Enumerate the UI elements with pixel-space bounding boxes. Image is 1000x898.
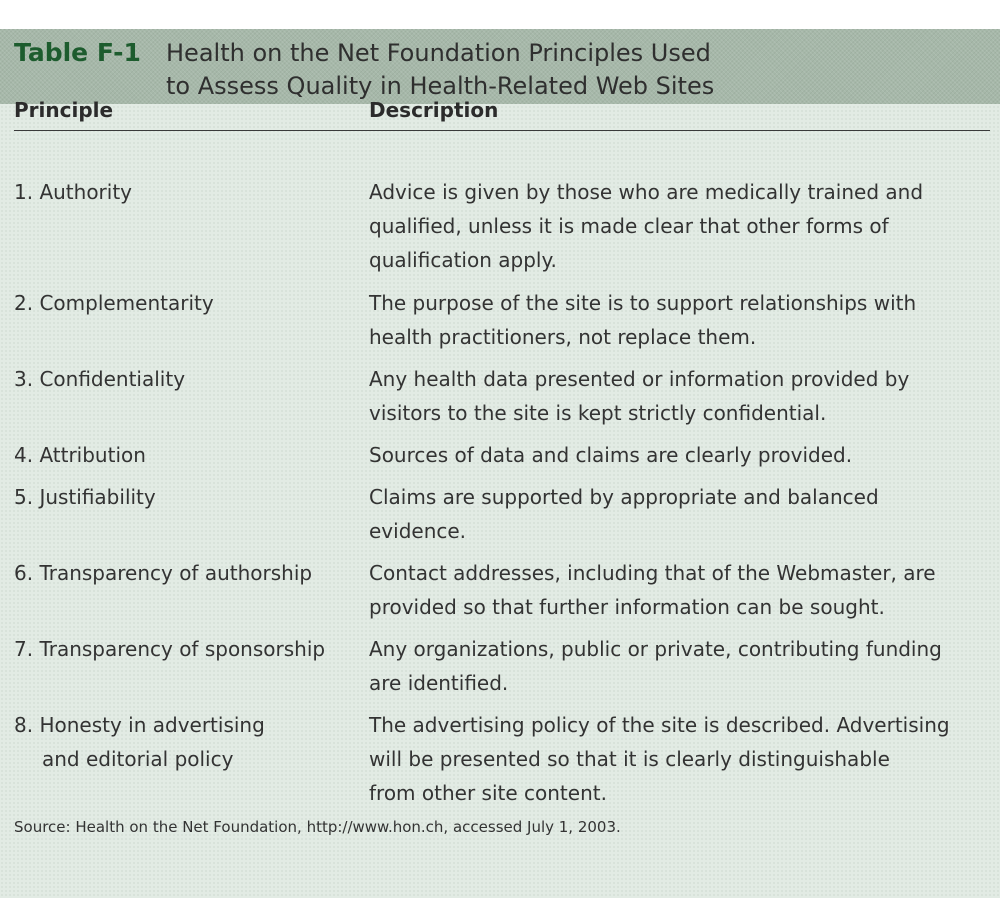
table-label: Table F-1 [14,38,141,67]
description-line: qualified, unless it is made clear that other forms of [369,214,889,238]
description-cell [369,556,999,624]
description-line: Contact addresses, including that of the Webmaster, are [369,561,936,585]
table-title-line: to Assess Quality in Health-Related Web Sites [166,72,715,100]
description-cell [369,286,999,354]
description-line: provided so that further information can be sought. [369,595,885,619]
principle-cell [14,556,364,590]
table-title [166,37,966,103]
table-title-line: Health on the Net Foundation Principles Used [166,39,711,67]
column-header-description: Description [369,98,499,122]
description-line: will be presented so that it is clearly distinguishable [369,747,890,771]
description-cell [369,708,999,810]
description-line: qualification apply. [369,248,557,272]
principle-cell [14,632,364,666]
principle-text: 7. Transparency of sponsorship [14,637,326,661]
description-line: visitors to the site is kept strictly confidential. [369,401,827,425]
description-line: health practitioners, not replace them. [369,325,757,349]
description-line: Any organizations, public or private, contributing funding [369,637,942,661]
description-line: from other site content. [369,781,607,805]
table-header-row [14,98,990,131]
description-line: Advice is given by those who are medically trained and [369,180,924,204]
description-line: The advertising policy of the site is described. Advertising [369,713,950,737]
principle-text: 8. Honesty in advertising [14,713,265,737]
description-line: Sources of data and claims are clearly provided. [369,443,853,467]
column-header-principle: Principle [14,98,114,122]
principle-cell [14,286,364,320]
principle-text: and editorial policy [42,747,234,771]
description-line: Any health data presented or information provided by [369,367,910,391]
source-note: Source: Health on the Net Foundation, http://www.hon.ch, accessed July 1, 2003. [14,818,621,836]
principle-text: 2. Complementarity [14,291,214,315]
principle-text: 6. Transparency of authorship [14,561,313,585]
description-line: are identified. [369,671,509,695]
principle-cell [14,480,364,514]
principle-text: 1. Authority [14,180,133,204]
description-line: Claims are supported by appropriate and balanced [369,485,879,509]
description-cell [369,362,999,430]
principle-cell [14,438,364,472]
description-cell [369,480,999,548]
description-line: evidence. [369,519,467,543]
principle-text: 3. Confidentiality [14,367,186,391]
principle-text: 5. Justifiability [14,485,156,509]
principle-cell [14,708,364,776]
title-band [0,29,1000,104]
principle-cell [14,362,364,396]
description-cell [369,175,999,277]
principle-cell [14,175,364,209]
description-line: The purpose of the site is to support relationships with [369,291,917,315]
principle-text: 4. Attribution [14,443,146,467]
description-cell [369,438,999,472]
description-cell [369,632,999,700]
